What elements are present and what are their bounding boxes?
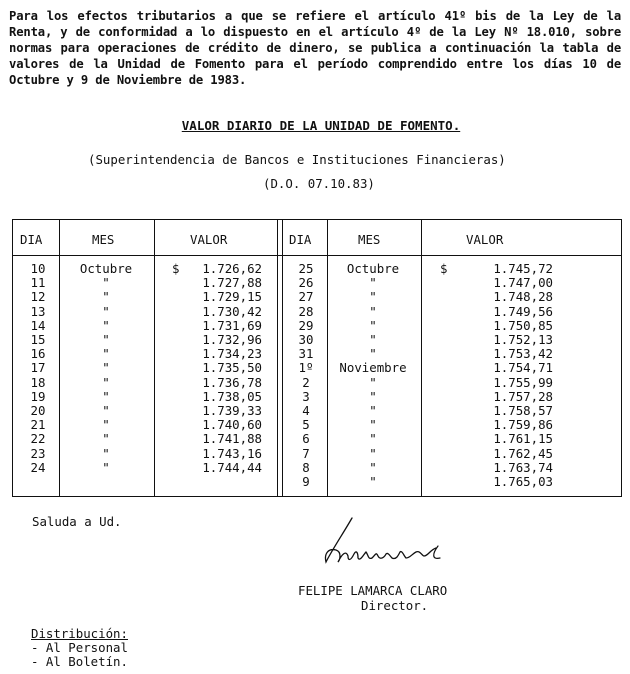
cell-value: 1.734,23 — [202, 346, 262, 362]
cell-day: 24 — [30, 459, 46, 475]
cell-month: " — [102, 388, 110, 404]
cell-value: 1.747,00 — [493, 275, 553, 291]
cell-month: " — [102, 275, 110, 291]
cell-value: 1.763,74 — [493, 459, 553, 475]
cell-month: " — [369, 388, 377, 404]
cell-month: " — [369, 332, 377, 347]
distribution-item: - Al Personal — [31, 640, 128, 655]
cell-month: " — [369, 403, 377, 418]
cell-day: 12 — [30, 289, 46, 305]
cell-month: Octubre — [346, 261, 400, 276]
cell-value: 1.726,62 — [202, 261, 262, 276]
col-divider — [154, 219, 155, 497]
cell-value: 1.749,56 — [493, 303, 553, 319]
cell-month: " — [102, 374, 110, 390]
table-title — [0, 118, 630, 133]
cell-month: " — [369, 289, 377, 305]
cell-currency: $ — [172, 261, 180, 276]
cell-value: 1.745,72 — [493, 261, 553, 276]
cell-value: 1.753,42 — [493, 346, 553, 362]
cell-day: 5 — [302, 417, 310, 433]
cell-day: 16 — [30, 346, 46, 362]
cell-month: " — [369, 459, 377, 475]
cell-value: 1.740,60 — [202, 417, 262, 433]
cell-day: 19 — [30, 388, 46, 404]
signer-name: FELIPE LAMARCA CLARO — [298, 583, 448, 598]
handwritten-signature — [312, 510, 472, 570]
cell-day: 31 — [298, 346, 314, 362]
source-line: (Superintendencia de Bancos e Instituciones Financieras) — [88, 152, 506, 167]
cell-value: 1.761,15 — [493, 431, 553, 447]
distribution-block — [31, 627, 128, 669]
cell-month: " — [369, 474, 377, 489]
cell-day: 11 — [30, 275, 46, 291]
cell-month: " — [369, 303, 377, 319]
cell-value: 1.744,44 — [202, 459, 262, 475]
cell-month: " — [102, 445, 110, 461]
cell-day: 27 — [298, 289, 314, 305]
table-title-text: VALOR DIARIO DE LA UNIDAD DE FOMENTO. — [181, 118, 461, 133]
cell-day: 13 — [30, 303, 46, 319]
cell-month: " — [369, 417, 377, 433]
cell-value: 1.730,42 — [202, 303, 262, 319]
half-divider — [277, 219, 278, 497]
cell-day: 18 — [30, 374, 46, 390]
cell-month: Octubre — [79, 261, 133, 276]
cell-value: 1.755,99 — [493, 374, 553, 390]
cell-value: 1.727,88 — [202, 275, 262, 291]
cell-month: " — [369, 275, 377, 291]
cell-day: 22 — [30, 431, 46, 447]
cell-month: " — [102, 317, 110, 333]
cell-value: 1.762,45 — [493, 445, 553, 461]
cell-month: " — [102, 360, 110, 376]
cell-day: 30 — [298, 332, 314, 347]
header-day-right: DIA — [289, 232, 312, 247]
closing: Saluda a Ud. — [32, 514, 122, 529]
col-divider — [421, 219, 422, 497]
cell-currency: $ — [440, 261, 448, 276]
cell-month: " — [369, 445, 377, 461]
cell-value: 1.729,15 — [202, 289, 262, 305]
cell-day: 10 — [30, 261, 46, 276]
cell-value: 1.741,88 — [202, 431, 262, 447]
cell-month: " — [102, 332, 110, 347]
col-divider — [59, 219, 60, 497]
cell-day: 3 — [302, 388, 310, 404]
cell-value: 1.765,03 — [493, 474, 553, 489]
cell-value: 1.732,96 — [202, 332, 262, 347]
cell-value: 1.754,71 — [493, 360, 553, 376]
cell-day: 15 — [30, 332, 46, 347]
cell-value: 1.748,28 — [493, 289, 553, 305]
cell-month: " — [102, 431, 110, 447]
cell-month: " — [369, 431, 377, 447]
cell-month: " — [369, 317, 377, 333]
cell-value: 1.758,57 — [493, 403, 553, 418]
cell-day: 28 — [298, 303, 314, 319]
cell-month: " — [102, 346, 110, 362]
header-rule — [12, 255, 622, 256]
distribution-item: - Al Boletín. — [31, 654, 128, 669]
cell-month: " — [369, 346, 377, 362]
cell-value: 1.752,13 — [493, 332, 553, 347]
cell-day: 17 — [30, 360, 46, 376]
cell-day: 29 — [298, 317, 314, 333]
cell-day: 14 — [30, 317, 46, 333]
intro-paragraph: Para los efectos tributarios a que se refiere el artículo 41º bis de la Ley de la Renta, y de conformidad a lo dispuesto en el artículo 4º de la Ley Nº 18.010, sobre normas para operaciones de crédito de dinero, se publica a continuación la tabla de valores de la Unidad de Fomento para el período comprendido entre los días 10 de Octubre y 9 de Noviembre de 1983. — [9, 9, 621, 87]
cell-day: 6 — [302, 431, 310, 447]
header-day-left: DIA — [20, 232, 43, 247]
cell-value: 1.739,33 — [202, 403, 262, 418]
cell-day: 9 — [302, 474, 310, 489]
cell-value: 1.759,86 — [493, 417, 553, 433]
header-month-left: MES — [92, 232, 115, 247]
cell-value: 1.731,69 — [202, 317, 262, 333]
signer-role: Director. — [361, 598, 429, 613]
cell-day: 26 — [298, 275, 314, 291]
cell-day: 20 — [30, 403, 46, 418]
cell-day: 25 — [298, 261, 314, 276]
header-value-right: VALOR — [466, 232, 504, 247]
half-divider — [282, 219, 283, 497]
cell-month: " — [102, 289, 110, 305]
cell-day: 21 — [30, 417, 46, 433]
cell-month: Noviembre — [339, 360, 407, 376]
cell-value: 1.757,28 — [493, 388, 553, 404]
cell-value: 1.750,85 — [493, 317, 553, 333]
cell-month: " — [369, 374, 377, 390]
cell-month: " — [102, 303, 110, 319]
cell-day: 2 — [302, 374, 310, 390]
distribution-heading: Distribución: — [31, 626, 128, 641]
cell-day: 4 — [302, 403, 310, 418]
header-month-right: MES — [358, 232, 381, 247]
cell-value: 1.743,16 — [202, 445, 262, 461]
cell-day: 8 — [302, 459, 310, 475]
signer-block — [298, 583, 447, 613]
cell-day: 7 — [302, 445, 310, 461]
cell-value: 1.736,78 — [202, 374, 262, 390]
cell-value: 1.735,50 — [202, 360, 262, 376]
cell-month: " — [102, 459, 110, 475]
header-value-left: VALOR — [190, 232, 228, 247]
cell-month: " — [102, 417, 110, 433]
cell-day: 1º — [298, 360, 314, 376]
cell-month: " — [102, 403, 110, 418]
cell-value: 1.738,05 — [202, 388, 262, 404]
cell-day: 23 — [30, 445, 46, 461]
official-gazette-ref: (D.O. 07.10.83) — [263, 176, 375, 191]
